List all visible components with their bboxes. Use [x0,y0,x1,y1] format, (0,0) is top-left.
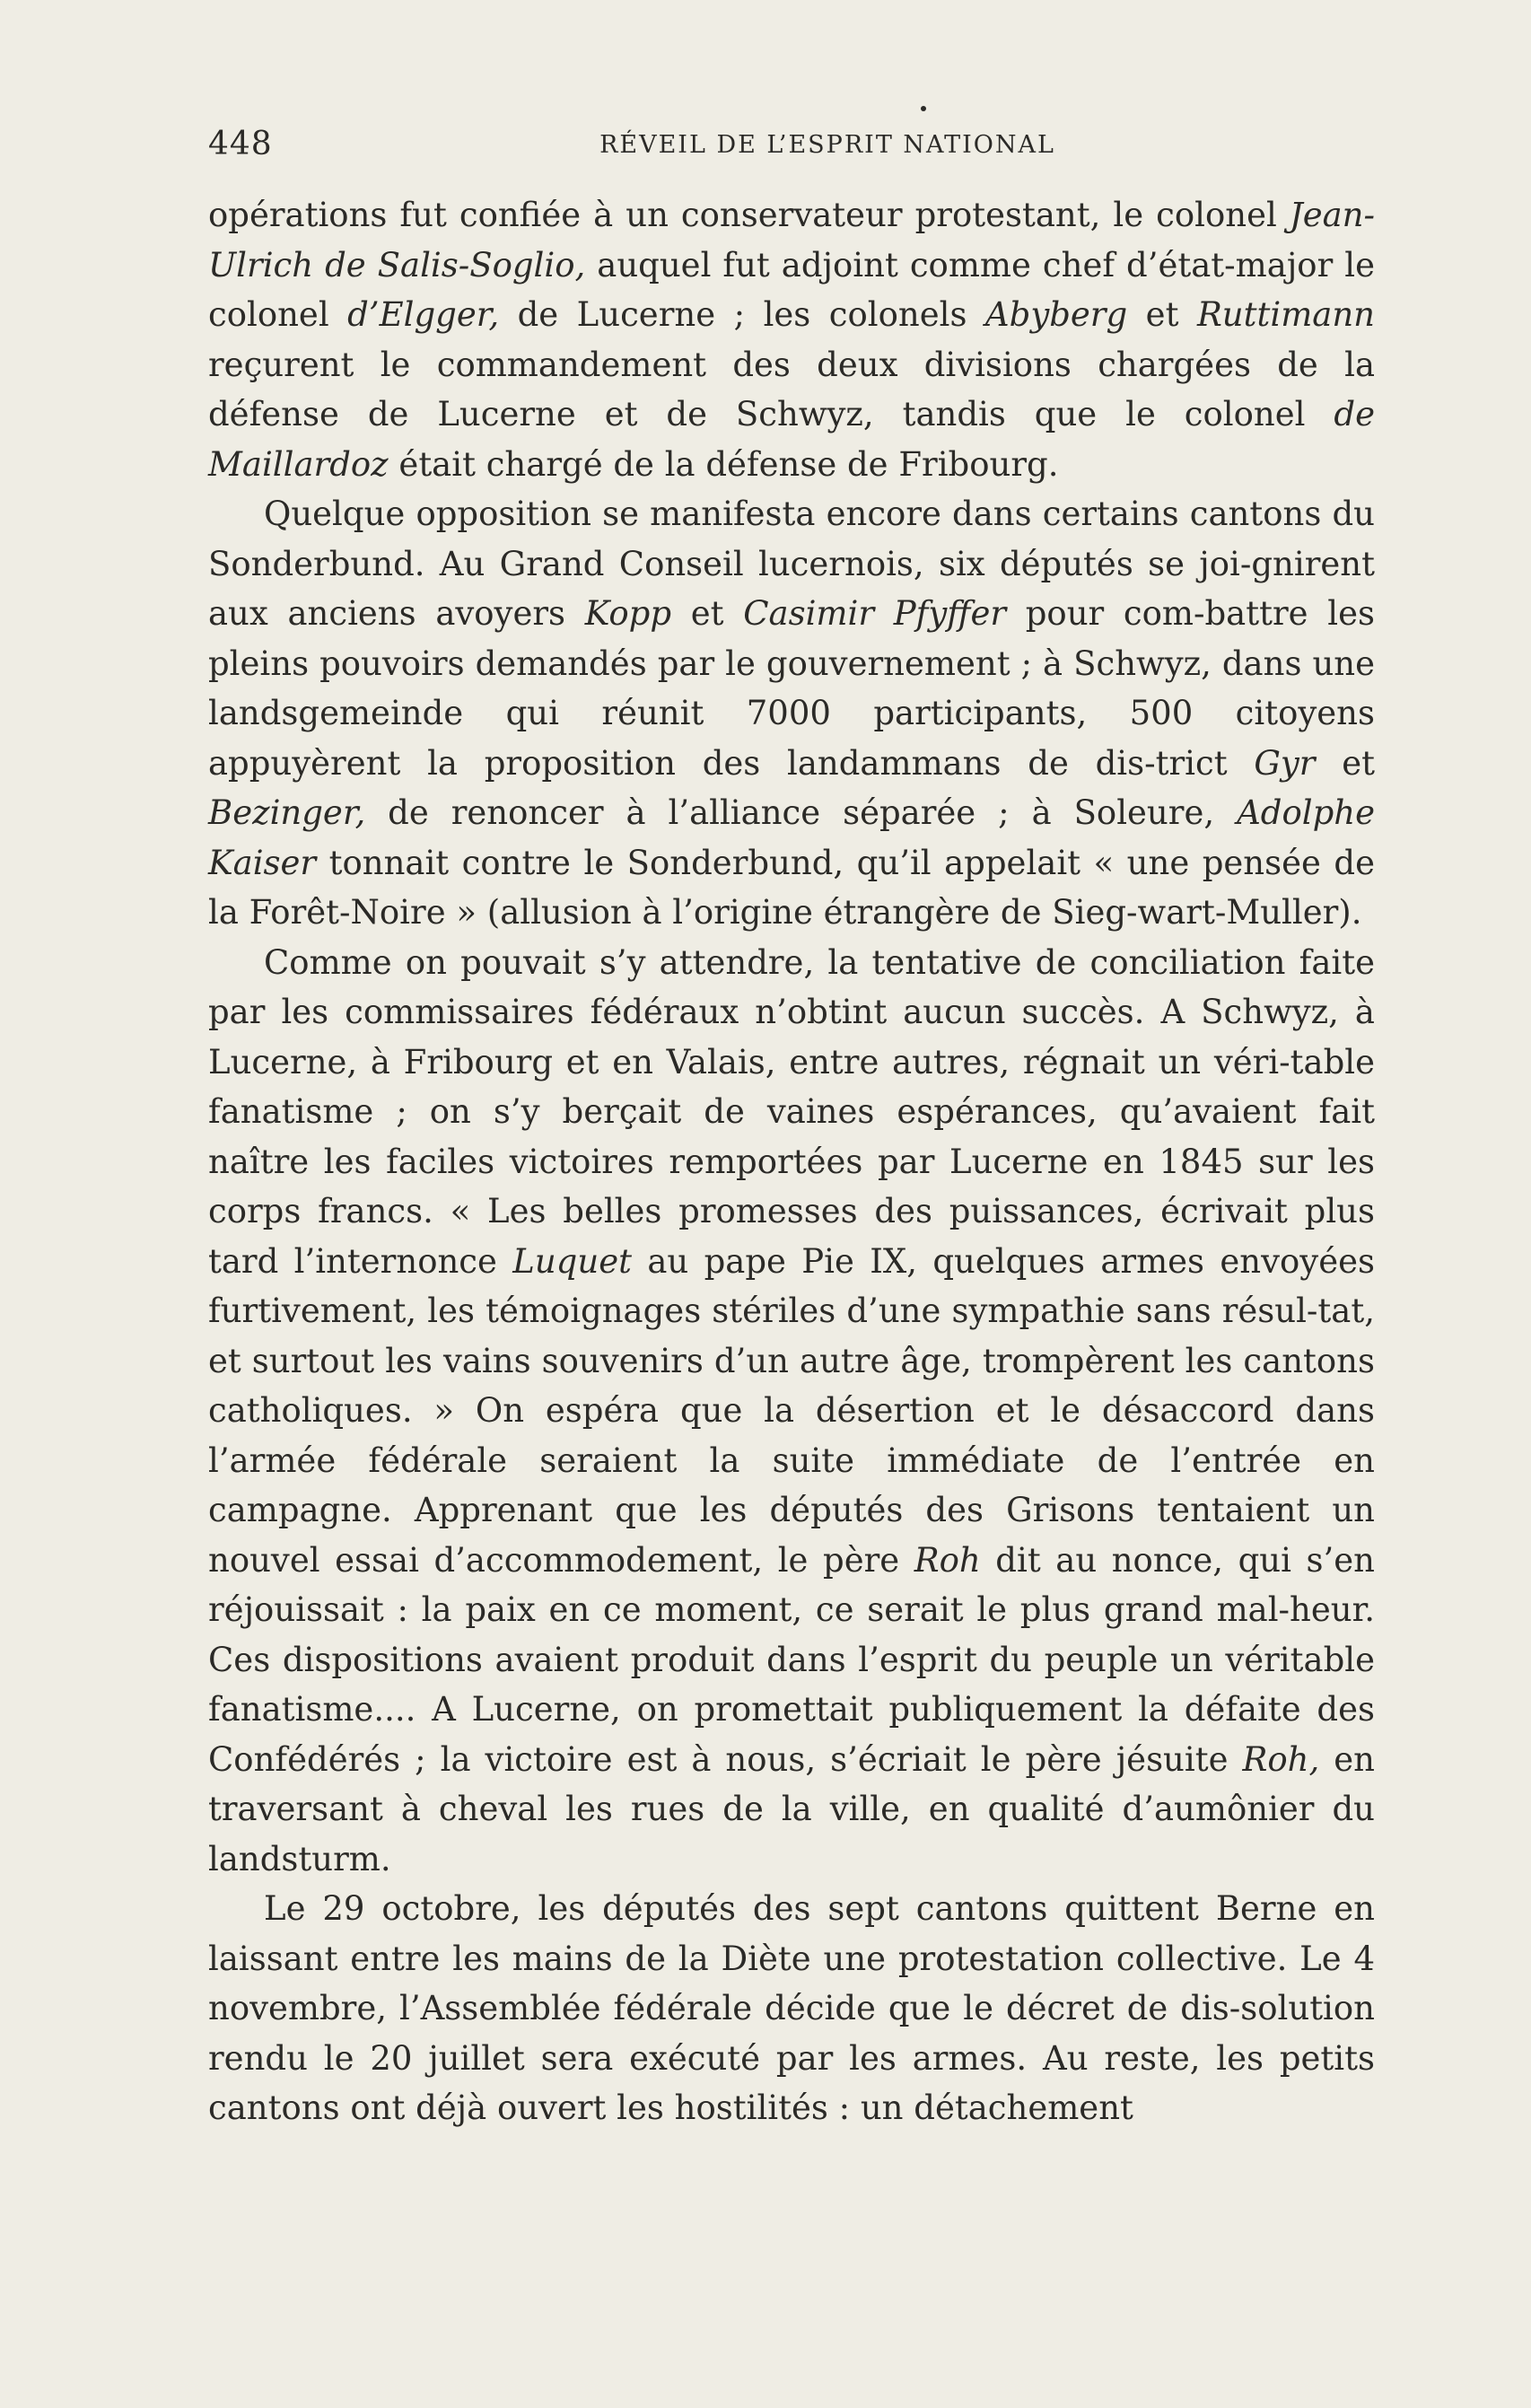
text-run: de renoncer à l’alliance séparée ; à Soleure, [365,793,1238,832]
paragraph [208,938,1375,1885]
text-run: et [671,594,744,633]
italic-name: Jean-Ulrich de Salis-Soglio, [208,196,1375,285]
italic-name: Adolphe Kaiser [208,793,1375,882]
italic-name: Abyberg [984,295,1128,334]
text-run: et [1315,743,1375,783]
paragraph [208,1884,1375,2133]
italic-name: Casimir Pfyffer [743,594,1007,633]
text-run: en traversant à cheval les rues de la ville, en qualité d’aumônier du landsturm. [208,1739,1375,1878]
text-run: pour com-battre les pleins pouvoirs demandés par le gouvernement ; à Schwyz, dans une landsgemeinde qui réunit 7000 participants, 500 citoyens appuyèrent la proposition des landammans de dis-trict [208,594,1375,783]
text-run: était chargé de la défense de Fribourg. [388,444,1059,484]
text-run: dit au nonce, qui s’en réjouissait : la paix en ce moment, ce serait le plus grand mal-heur. Ces dispositions avaient produit dans l’esprit du peuple un véritable fanatisme.... A Lucerne, on promettait publiquement la défaite des Confédérés ; la victoire est à nous, s’écriait le père jésuite [208,1540,1375,1779]
italic-name: Roh, [1242,1739,1320,1779]
text-run: de Lucerne ; les colonels [499,295,985,334]
italic-name: Gyr [1254,743,1316,783]
italic-name: de Maillardoz [208,395,1375,484]
text-run: Quelque opposition se manifesta encore dans certains cantons du Sonderbund. Au Grand Conseil lucernois, six députés se joi-gnirent aux anciens avoyers [208,495,1375,633]
header-ink-dot [921,106,926,111]
text-run: opérations fut confiée à un conservateur protestant, le colonel [208,196,1290,234]
italic-name: Ruttimann [1196,295,1375,334]
italic-name: Luquet [512,1241,632,1281]
text-run: tonnait contre le Sonderbund, qu’il appelait « une pensée de la Forêt-Noire » (allusion à l’origine étrangère de Sieg-wart-Muller). [208,843,1375,932]
body-text [208,190,1375,2133]
text-run: Comme on pouvait s’y attendre, la tentative de conciliation faite par les commissaires fédéraux n’obtint aucun succès. A Schwyz, à Lucerne, à Fribourg et en Valais, entre autres, régnait un véri-table fanatisme ; on s’y berçait de vaines espérances, qu’avaient fait naître les faciles victoires remportées par Lucerne en 1845 sur les corps francs. « Les belles promesses des puissances, écrivait plus tard l’internonce [208,942,1375,1281]
paragraph [208,489,1375,938]
text-run: auquel fut adjoint comme chef d’état-major le colonel [208,245,1375,334]
page-header [208,126,1375,171]
running-title: RÉVEIL DE L’ESPRIT NATIONAL [599,131,1055,159]
text-run: reçurent le commandement des deux divisions chargées de la défense de Lucerne et de Schwyz, tandis que le colonel [208,345,1375,433]
italic-name: Roh [914,1540,981,1580]
page-number: 448 [208,126,273,162]
italic-name: Bezinger, [208,793,366,832]
text-run: au pape Pie IX, quelques armes envoyées furtivement, les témoignages stériles d’une sympathie sans résul-tat, et surtout les vains souvenirs d’un autre âge, trompèrent les cantons catholiques. » On espéra que la désertion et le désaccord dans l’armée fédérale seraient la suite immédiate de l’entrée en campagne. Apprenant que les députés des Grisons tentaient un nouvel essai d’accommodement, le père [208,1241,1375,1580]
italic-name: d’Elgger, [347,295,500,334]
text-run: Le 29 octobre, les députés des sept cantons quittent Berne en laissant entre les mains de la Diète une protestation collective. Le 4 novembre, l’Assemblée fédérale décide que le décret de dis-solution rendu le 20 juillet sera exécuté par les armes. Au reste, les petits cantons ont déjà ouvert les hostilités : un détachement [208,1889,1375,2127]
italic-name: Kopp [584,594,672,633]
text-run: et [1127,295,1197,334]
paragraph [208,190,1375,489]
